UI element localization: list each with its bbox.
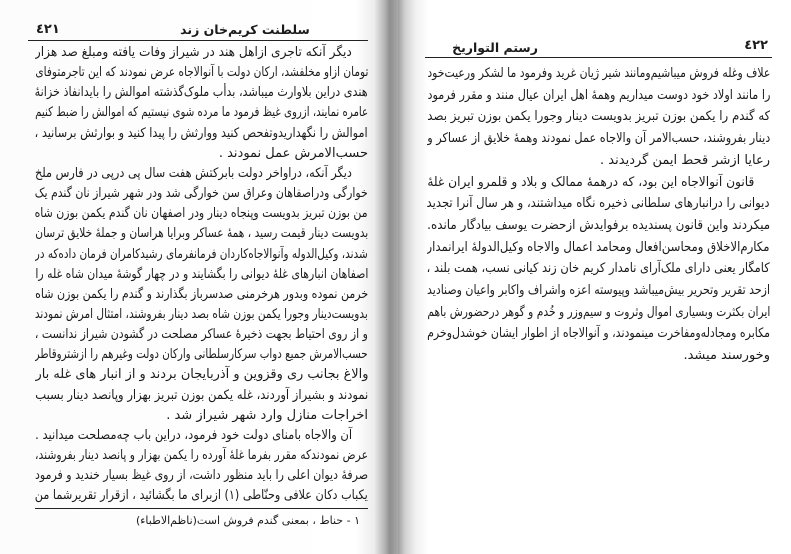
footnote-rule — [35, 508, 368, 509]
text-line — [35, 365, 368, 385]
text-line — [35, 63, 368, 83]
text-line-content: دینار بفروشند، حسب‌الامر آن والاجاه عمل نمودند وهمهٔ خلایق از عساکر و — [427, 131, 770, 146]
text-line — [427, 303, 770, 323]
text-line-content: رعایا ازشر قحط ایمن گردیدند . — [600, 153, 770, 168]
text-line — [35, 204, 368, 224]
text-line-content: ازحد تقریر وتحریر بیش‌میباشد وپیوسته اعزه واشراف واکابر واعیان وصنادید — [427, 283, 770, 298]
text-line-content: اموالش را نگهداریدوتفحص کنید ووارثش را پیدا کنید و بوارثش برسانید ، — [35, 126, 368, 141]
text-line — [35, 386, 368, 406]
footnote: ۱ - حناط ، بمعنی گندم فروش است(ناظم‌الاطباء) — [135, 514, 360, 527]
text-line — [35, 103, 368, 123]
right-page — [398, 0, 791, 554]
text-line-content: حسب‌الامرش جمیع دواب سرکارسلطانی وارکان دولت وغیرهم را ازشتروقاطر — [35, 347, 368, 362]
text-line — [35, 285, 368, 305]
text-line — [427, 151, 770, 171]
text-line-content: علاف وغله فروش میباشیم‌ومانند شیر ژیان غرید وفرمود ما لشکر ورعیت‌خود — [427, 66, 770, 81]
text-line — [35, 144, 368, 164]
text-line — [427, 129, 770, 149]
text-line-content: آن والاجاه بامنای دولت خود فرمود، دراین باب چه‌مصلحت میدانید . — [35, 428, 352, 443]
text-line — [427, 346, 770, 366]
text-line-content: اخراجات منازل وارد شهر شیراز شد . — [166, 408, 368, 423]
text-line — [35, 83, 368, 103]
text-line — [35, 486, 368, 506]
page-number: ٤٢٢ — [744, 38, 768, 53]
text-line-content: والاغ بجانب ری وقزوین و آذربایجان بردند و از انبار های غله بار — [35, 367, 368, 382]
text-line-content: که گندم را یکمن بوزن تبریز بدویست دینار وجورا یکمن بوزن تبریز بصد — [427, 109, 770, 124]
text-line — [35, 43, 368, 63]
text-line — [427, 86, 770, 106]
text-line — [35, 124, 368, 144]
text-line — [427, 194, 770, 214]
text-line-content: میکردند واین قانون پسندیده برفوایدش ازحضرت یوسف بیادگار مانده. — [427, 218, 770, 233]
text-line-content: دیگر آنکه، دراواخر دولت بابرکتش هفت سال پی درپی در فارس ملخ — [35, 166, 352, 181]
text-line — [35, 325, 368, 345]
left-page — [0, 0, 390, 554]
text-line-content: کامگار یعنی دارای ملک‌آرای نامدار کریم خان زند کیانی نسب، همت بلند ، — [427, 261, 770, 276]
text-line-content: عرض نمودندکه مقرر بفرما غلهٔ آورده را یکمن بهزار و پانصد دینار بفروشند، — [35, 448, 368, 463]
text-line — [427, 238, 770, 258]
text-line-content: تومان ازاو مخلفشد، ارکان دولت با آنوالاجاه عرض نمودند که این تاجرمتوفای — [35, 65, 368, 80]
text-line — [35, 245, 368, 265]
text-line-content: دیوانی را درانبارهای سلطانی ذخیره نگاه میداشتند، و هر سال آنرا تجدید — [427, 196, 770, 211]
text-line — [427, 173, 770, 193]
text-line-content: را مانند اولاد خود دوست میداریم وهمهٔ اهل ایران عیال منند و مقرر فرمود — [427, 88, 770, 103]
text-line — [35, 224, 368, 244]
text-line-content: بدویست‌دینار وجورا یکمن بوزن شاه بصد دینار بفروشند، امتثال امرش نمودند — [35, 307, 368, 322]
text-line-content: مکارم‌الاخلاق ومحاسن‌افعال ومحامد اعمال والاجاه وکیل‌الدولهٔ ایرانمدار — [427, 240, 770, 255]
text-line-content: خوارگی ودراصفاهان وعراق سن خوارگی شد ودر شهر شیراز نان گندم یک — [35, 186, 368, 201]
text-line-content: هندی دراین بلاوارث میباشد، بدأب ملوک‌گذشته اموالش را بایدانفاذ خزانهٔ — [35, 85, 368, 100]
text-line-content: بدویست دینار قیمت رسید ، همهٔ عساکر وبرایا هراسان و جملهٔ خلایق ترسان — [35, 226, 368, 241]
text-line — [35, 466, 368, 486]
text-line-content: و از روی احتیاط بجهت ذخیرهٔ عساکر مصلحت در گشودن شیراز ندانست ، — [35, 327, 368, 342]
text-line-content: صرفهٔ دیوان اعلی را باید منظور داشت، از روی غیظ بسیار خندید و فرمود — [35, 468, 368, 483]
text-line-content: مکابره ومجادله‌ومفاخرت مینمودند، و آنوالاجاه از اطوار ایشان خوشدل‌وخرم — [427, 326, 770, 341]
text-line — [427, 259, 770, 279]
text-line-content: یکباب دکان علافی وحنّاطی (۱) ازبرای ما بگشائید ، ازقرار تقریرشما من — [35, 488, 368, 503]
text-line — [35, 265, 368, 285]
text-line-content: حسب‌الامرش عمل نمودند . — [218, 146, 368, 161]
text-line — [427, 324, 770, 344]
text-line — [427, 281, 770, 301]
text-line-content: ایران بکثرت وبسیاری اموال وثروت و سیم‌وزر و خُدم و گوهر درحضورش باهم — [427, 305, 770, 320]
text-line — [35, 184, 368, 204]
text-line — [35, 446, 368, 466]
text-line — [35, 305, 368, 325]
text-block — [427, 0, 770, 554]
running-title: سلطنت کریم‌خان زند — [180, 22, 310, 37]
text-line — [427, 107, 770, 127]
text-line — [427, 216, 770, 236]
text-block — [35, 0, 368, 554]
text-line-content: اصفاهان انبارهای غلهٔ دیوانی را بگشایند و در چهار گوشهٔ میدان شاه غله را — [35, 267, 368, 282]
text-line — [427, 64, 770, 84]
text-line-content: وخورسند میشد. — [683, 348, 770, 363]
text-line-content: من بوزن تبریز بدویست وپنجاه دینار ودر اصفهان نان گندم یکمن بوزن شاه — [35, 206, 368, 221]
running-title: رستم التواریخ — [452, 40, 538, 55]
text-line-content: شدند، وکیل‌الدوله وآنوالاجاه‌کاردان فرمانفرمای رشیدکامران فرمان داده‌که در — [35, 247, 368, 262]
text-line-content: عامره نمایند، ازروی غیظ فرمود ما مرده شوی نیستیم که اموالش را ضبط کنیم — [35, 105, 368, 120]
text-line — [35, 406, 368, 426]
page-number: ٤٢١ — [36, 22, 60, 37]
text-line-content: دیگر آنکه تاجری ازاهل هند در شیراز وفات یافته ومبلغ صد هزار — [35, 45, 352, 60]
text-line — [35, 426, 368, 446]
book-gutter — [390, 0, 398, 554]
text-line-content: قانون آنوالاجاه این بود، که درهمهٔ ممالک و بلاد و قلمرو ایران غلهٔ — [427, 175, 754, 190]
text-line-content: نمودند و بشیراز آوردند، غله یکمن بوزن تبریز بهزار وپانصد دینار بسبب — [35, 388, 368, 403]
text-line — [35, 345, 368, 365]
text-line-content: خرمن نموده وبدور هرخرمنی صدسرباز بگذارند و گندم را یکمن بوزن شاه — [35, 287, 368, 302]
text-line — [35, 164, 368, 184]
